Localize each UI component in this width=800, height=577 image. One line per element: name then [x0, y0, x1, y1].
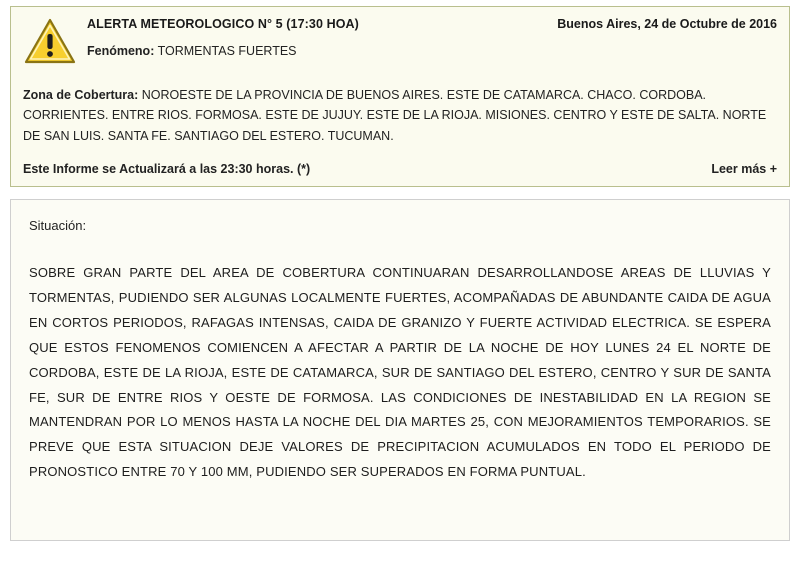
- coverage-zone: [23, 85, 777, 146]
- alert-panel: [10, 6, 790, 187]
- situation-label: Situación:: [29, 217, 87, 233]
- alert-title: ALERTA METEOROLOGICO N° 5 (17:30 HOA): [87, 17, 359, 31]
- alert-header-text: [87, 15, 777, 58]
- update-notice: Este Informe se Actualizará a las 23:30 horas. (*): [23, 161, 311, 176]
- alert-title-row: [87, 17, 777, 31]
- alert-footer: [23, 162, 777, 176]
- phenomenon-label: Fenómeno:: [87, 44, 155, 58]
- warning-triangle-icon: [23, 17, 77, 65]
- situation-text: SOBRE GRAN PARTE DEL AREA DE COBERTURA CONTINUARAN DESARROLLANDOSE AREAS DE LLUVIAS Y TORMENTAS, PUDIENDO SER ALGUNAS LOCALMENTE FUERTES, ACOMPAÑADAS DE ABUNDANTE CAIDA DE AGUA EN CORTOS PERIODOS, RAFAGAS INTENSAS, CAIDA DE GRANIZO Y FUERTE ACTIVIDAD ELECTRICA. SE ESPERA QUE ESTOS FENOMENOS COMIENCEN A AFECTAR A PARTIR DE LA NOCHE DE HOY LUNES 24 EL NORTE DE CORDOBA, ESTE DE LA RIOJA, ESTE DE CATAMARCA, SUR DE SANTIAGO DEL ESTERO, CENTRO Y SUR DE SANTA FE, SUR DE ENTRE RIOS Y OESTE DE FORMOSA. LAS CONDICIONES DE INESTABILIDAD EN LA REGION SE MANTENDRAN POR LO MENOS HASTA LA NOCHE DEL DIA MARTES 25, CON MEJORAMIENTOS TEMPORARIOS. SE PREVE QUE ESTA SITUACION DEJE VALORES DE PRECIPITACION ACUMULADOS EN TODO EL PERIODO DE PRONOSTICO ENTRE 70 Y 100 MM, PUDIENDO SER SUPERADOS EN FORMA PUNTUAL.: [29, 264, 771, 480]
- phenomenon-value: TORMENTAS FUERTES: [157, 44, 297, 58]
- coverage-value: NOROESTE DE LA PROVINCIA DE BUENOS AIRES. ESTE DE CATAMARCA. CHACO. CORDOBA. CORRIENTES. ENTRE RIOS. FORMOSA. ESTE DE JUJUY. ESTE DE LA RIOJA. MISIONES. CENTRO Y ESTE DE SALTA. NORTE DE SAN LUIS. SANTA FE. SANTIAGO DEL ESTERO. TUCUMAN.: [23, 88, 767, 143]
- alert-place-date: Buenos Aires, 24 de Octubre de 2016: [557, 17, 777, 31]
- phenomenon-row: [87, 44, 777, 58]
- situation-panel: [10, 199, 790, 541]
- alert-header: [23, 15, 777, 65]
- coverage-label: Zona de Cobertura:: [23, 88, 139, 102]
- read-more-link[interactable]: Leer más +: [711, 161, 777, 176]
